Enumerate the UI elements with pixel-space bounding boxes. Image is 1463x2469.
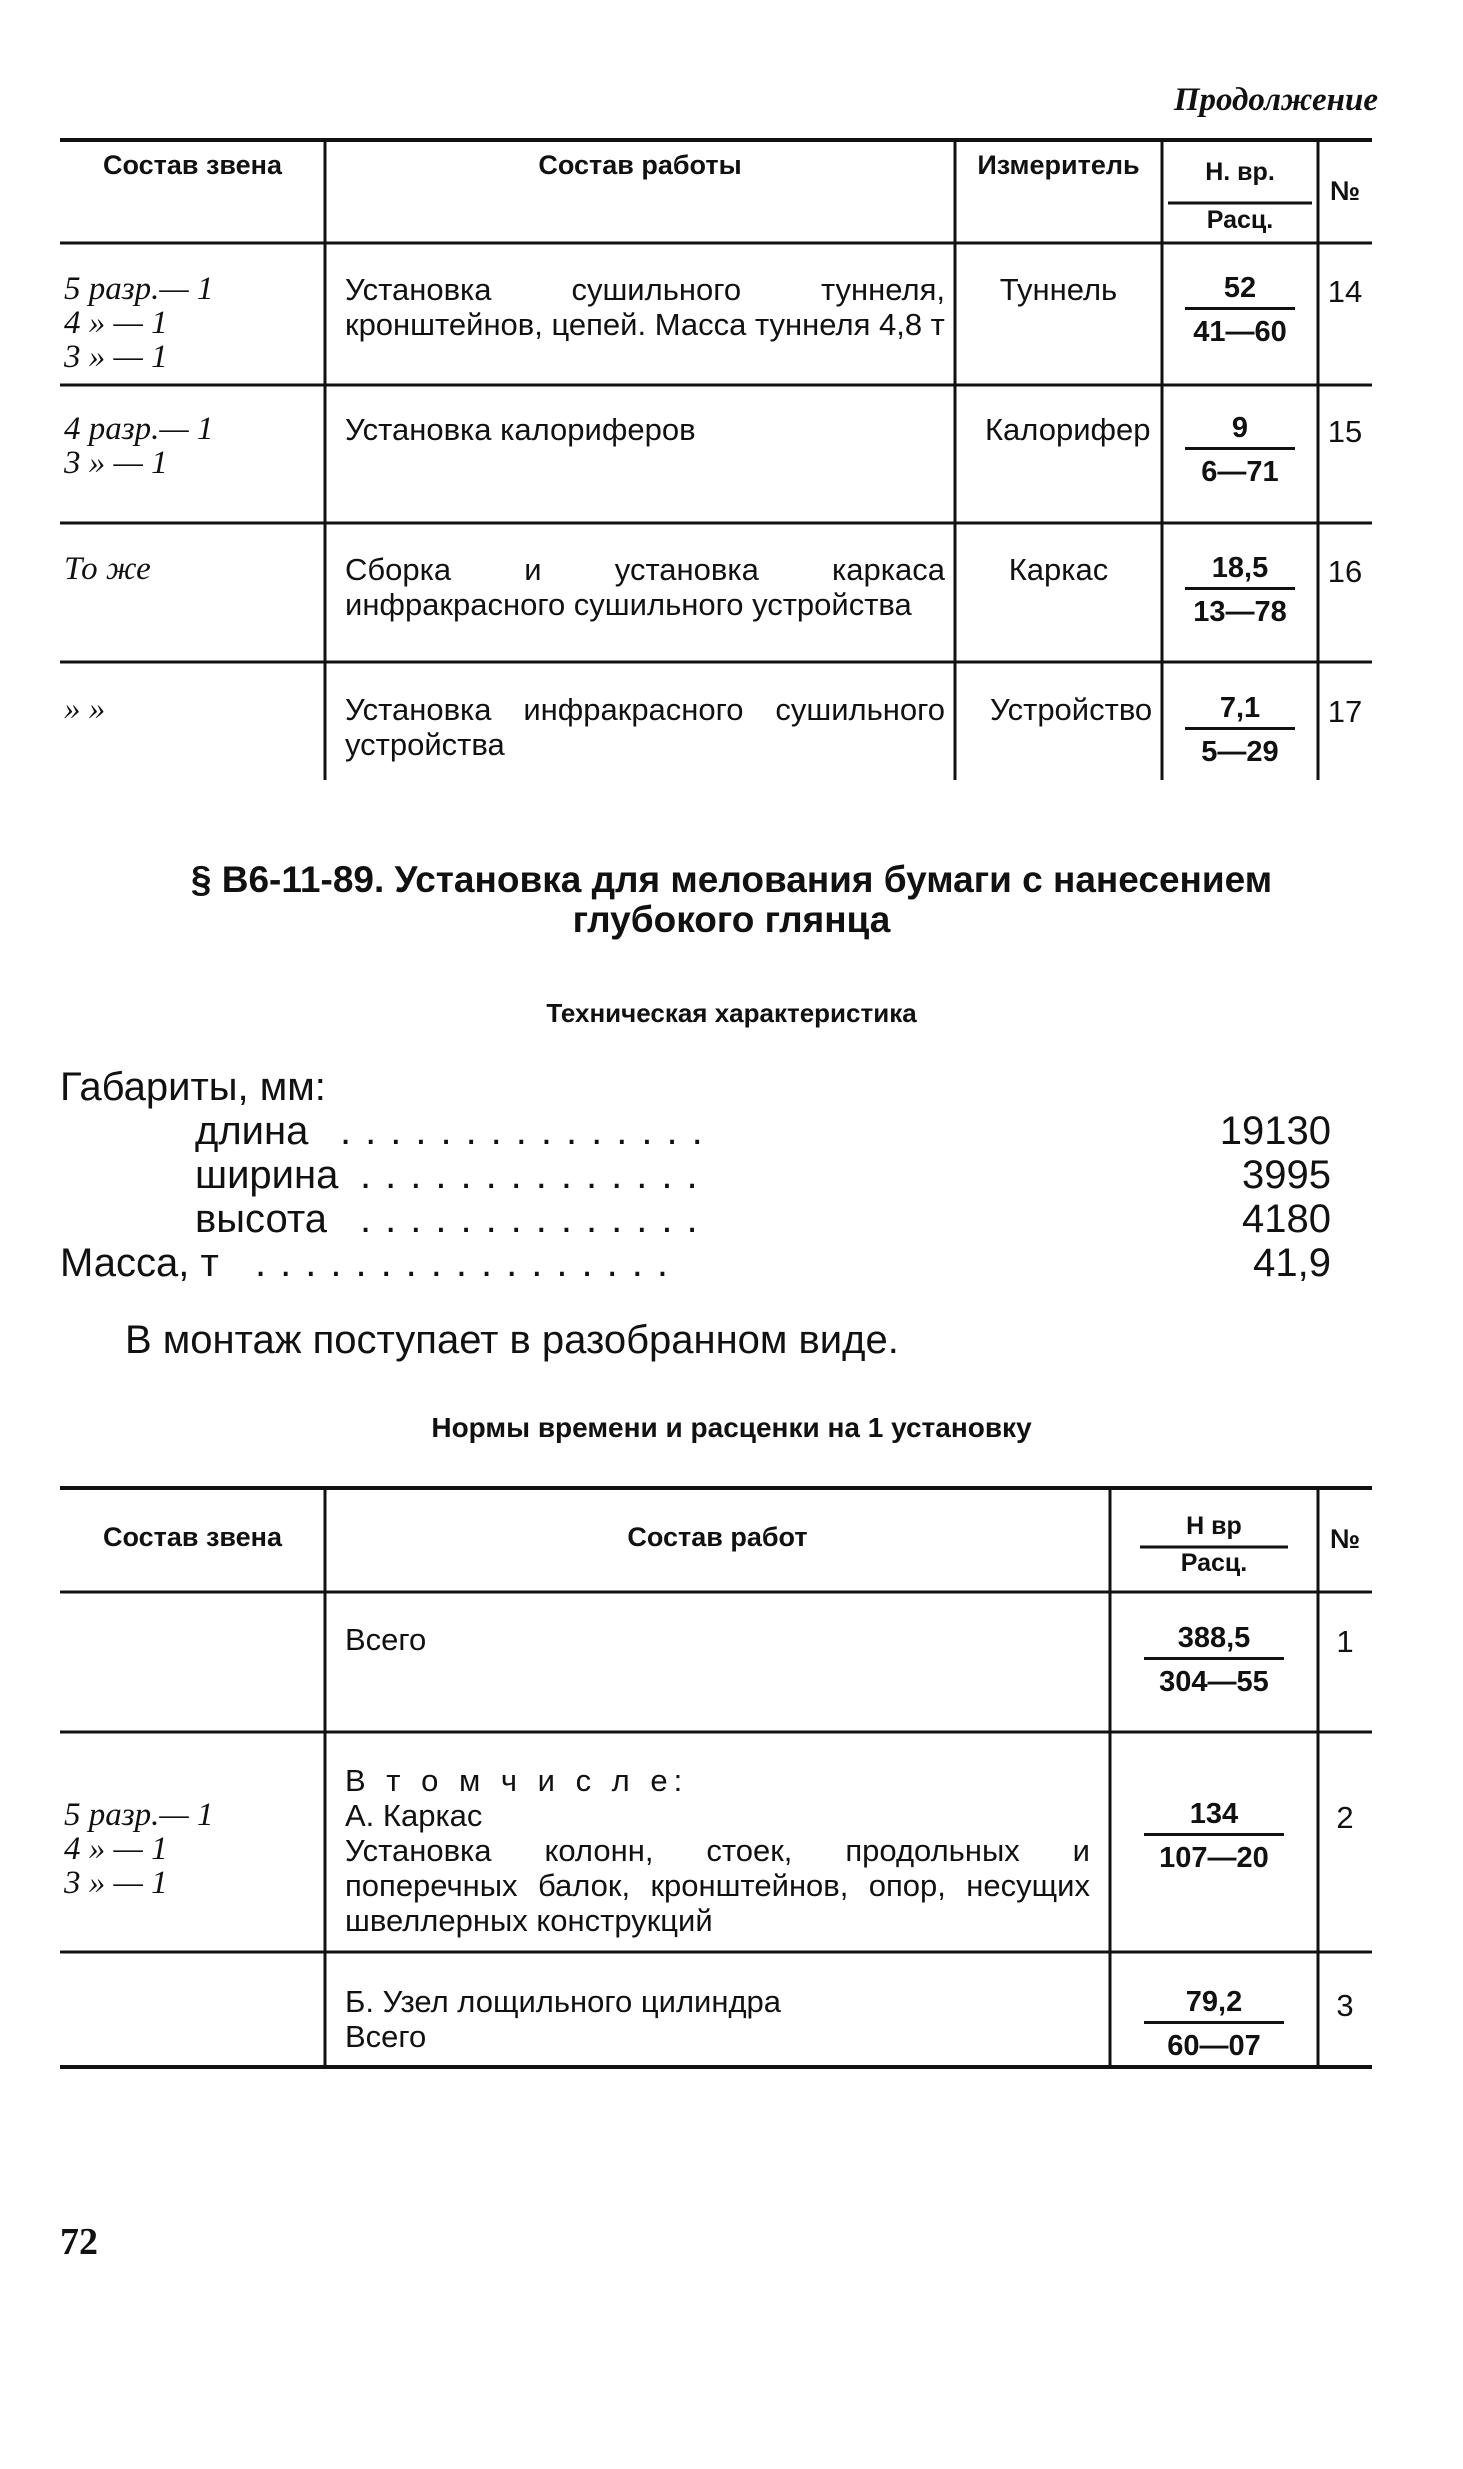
t1-row1-crew: 5 разр.— 1 4 » — 1 3 » — 1 [64,271,214,375]
t2-row2-work [345,1763,1090,1938]
t2-row1-num: 1 [1336,1624,1354,1659]
table1-rules [0,0,1463,800]
spec-length-leader: ............... [340,1109,717,1153]
t2-row2-num: 2 [1336,1800,1354,1835]
t1-row2-crew: 4 разр.— 1 3 » — 1 [64,411,214,481]
t1-row3-num: 16 [1327,554,1363,589]
t2-row2-section-a: А. Каркас [345,1798,483,1833]
t1-row2-norm: 9 6—71 [1170,412,1310,489]
spec-mass-value: 41,9 [1253,1241,1331,1285]
continuation-label: Продолжение [1173,82,1378,118]
t2-row2-description: Установка колонн, стоек, продольных и поперечных балок, кронштейнов, опор, несущих швеллерных конструкций [345,1833,1090,1938]
t1-row1-work: Установка сушильного туннеля, кронштейнов, цепей. Масса туннеля 4,8 т [345,272,945,342]
t2-header-crew: Состав звена [103,1522,282,1552]
t2-header-work: Состав работ [627,1522,808,1552]
section-title-line1: § В6-11-89. Установка для мелования бумаги с нанесением [190,859,1273,900]
t1-header-unit: Измеритель [977,150,1140,180]
spec-height-leader: .............. [360,1197,712,1241]
t2-row3-norm: 79,2 60—07 [1130,1986,1298,2063]
norms-title: Нормы времени и расценки на 1 установку [431,1412,1032,1443]
t1-row3-unit: Каркас [1008,552,1109,587]
t1-row2-num: 15 [1327,414,1363,449]
t1-row4-num: 17 [1327,694,1363,729]
t2-header-norm-bottom: Расц. [1180,1549,1248,1577]
spec-title: Техническая характеристика [546,998,917,1028]
t2-row3-total: Всего [345,2019,427,2054]
spec-length-value: 19130 [1219,1109,1331,1153]
t2-header-num: № [1329,1524,1361,1554]
t1-row3-work: Сборка и установка каркаса инфракрасного сушильного устройства [345,552,945,622]
t2-row3-work [345,1984,1090,2054]
t1-row4-work: Установка инфракрасного сушильного устройства [345,692,945,762]
spec-width-label: ширина [195,1153,339,1197]
t2-header-norm-top: Н вр [1186,1512,1242,1540]
t2-row1-work: Всего [345,1622,427,1657]
t1-row4-unit: Устройство [990,692,1153,727]
t1-header-norm-top: Н. вр. [1205,158,1275,186]
t1-row3-crew: То же [64,551,151,587]
t1-row3-norm: 18,5 13—78 [1170,552,1310,629]
t2-row3-num: 3 [1336,1988,1354,2023]
t2-row2-crew: 5 разр.— 1 4 » — 1 3 » — 1 [64,1797,214,1901]
t1-row2-work: Установка калориферов [345,412,696,447]
t1-header-num: № [1329,176,1361,206]
page-number: 72 [60,2221,98,2263]
t2-row2-subheading: В т о м ч и с л е: [345,1763,689,1798]
section-title-line2: глубокого глянца [572,899,891,940]
t1-header-crew: Состав звена [103,150,282,180]
spec-mass-label: Масса, т [60,1241,219,1285]
dimensions-label: Габариты, мм: [60,1065,326,1109]
t2-row1-norm: 388,5 304—55 [1130,1622,1298,1699]
t1-header-work: Состав работы [538,150,742,180]
spec-width-leader: .............. [360,1153,712,1197]
spec-height-label: высота [195,1197,327,1241]
spec-mass-leader: ................. [255,1241,682,1285]
t1-row1-num: 14 [1327,274,1363,309]
t1-row1-norm: 52 41—60 [1170,272,1310,349]
t1-row4-norm: 7,1 5—29 [1170,692,1310,769]
spec-width-value: 3995 [1242,1153,1331,1197]
t2-row3-section-b: Б. Узел лощильного цилиндра [345,1984,782,2019]
t1-row2-unit: Калорифер [985,412,1151,447]
spec-length-label: длина [195,1109,309,1153]
t1-row1-unit: Туннель [999,272,1118,307]
t2-row2-norm: 134 107—20 [1130,1798,1298,1875]
t1-row4-crew: » » [64,691,106,727]
spec-height-value: 4180 [1242,1197,1331,1241]
t1-header-norm-bottom: Расц. [1206,206,1274,234]
delivery-note: В монтаж поступает в разобранном виде. [125,1318,899,1362]
